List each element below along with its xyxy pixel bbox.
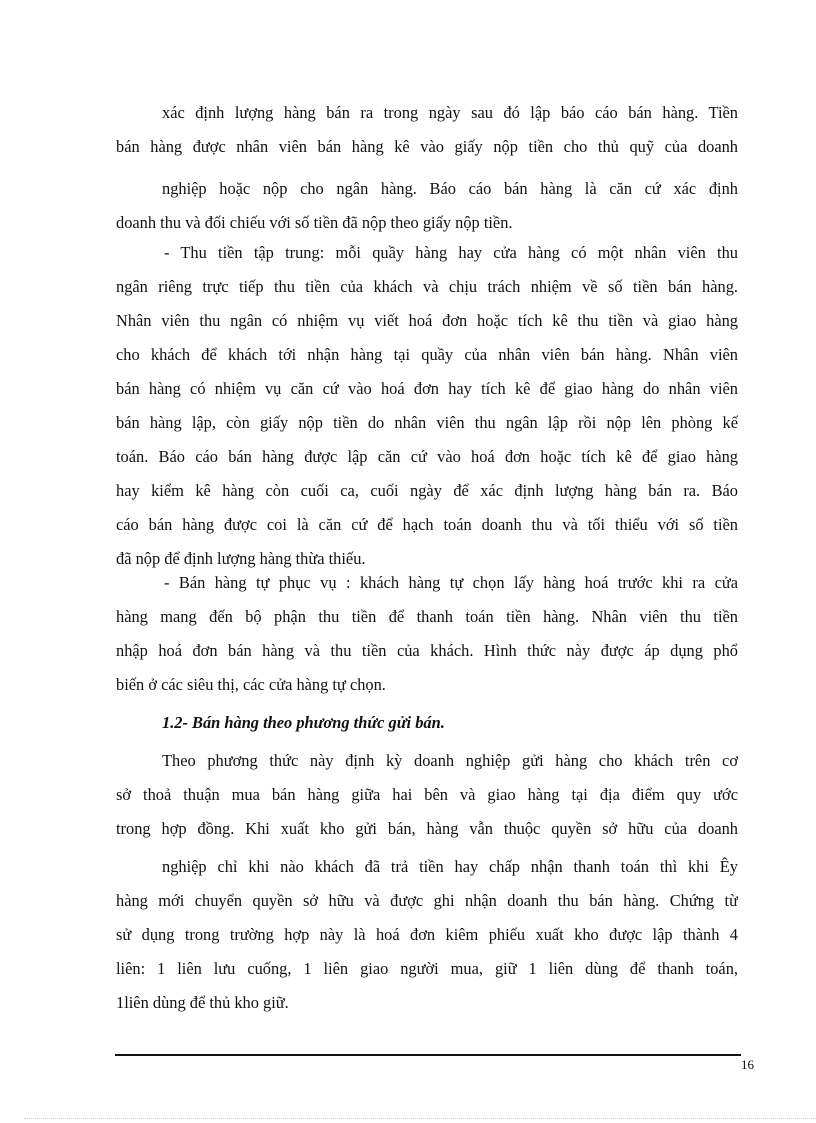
section-heading: 1.2- Bán hàng theo phương thức gửi bán. (162, 713, 445, 732)
text-line: - Bán hàng tự phục vụ : khách hàng tự chọn lấy hàng hoá trước khi ra cửa (164, 573, 738, 592)
paragraph-5 (116, 744, 738, 846)
text-line: Nhân viên thu ngân có nhiệm vụ viết hoá đơn hoặc tích kê thu tiền và giao hàng (116, 311, 738, 330)
text-line: biến ở các siêu thị, các cửa hàng tự chọn. (116, 675, 386, 694)
text-line: sở thoả thuận mua bán hàng giữa hai bên và giao hàng tại địa điểm quy ước (116, 785, 738, 804)
text-line: cáo bán hàng được coi là căn cứ để hạch toán doanh thu và tối thiểu với số tiền (116, 515, 738, 534)
text-line: hay kiểm kê hàng còn cuối ca, cuối ngày để xác định lượng hàng bán ra. Báo (116, 481, 738, 500)
text-line: nghiệp chỉ khi nào khách đã trả tiền hay chấp nhận thanh toán thì khi Êy (162, 857, 738, 876)
footer-divider (115, 1054, 741, 1056)
paragraph-1 (116, 96, 738, 164)
text-line: nhập hoá đơn bán hàng và thu tiền của khách. Hình thức này được áp dụng phổ (116, 641, 738, 660)
paragraph-4 (116, 566, 738, 702)
paragraph-2 (116, 172, 738, 240)
text-line: doanh thu và đối chiếu với số tiền đã nộp theo giấy nộp tiền. (116, 213, 513, 232)
text-line: xác định lượng hàng bán ra trong ngày sau đó lập báo cáo bán hàng. Tiền (162, 103, 738, 122)
text-line: bán hàng lập, còn giấy nộp tiền do nhân viên thu ngân lập rồi nộp lên phòng kế (116, 413, 738, 432)
text-line: bán hàng được nhân viên bán hàng kê vào giấy nộp tiền cho thủ quỹ của doanh (116, 137, 738, 156)
paragraph-6 (116, 850, 738, 1020)
text-line: hàng mới chuyển quyền sở hữu và được ghi nhận doanh thu bán hàng. Chứng từ (116, 891, 738, 910)
text-line: 1liên dùng để thủ kho giữ. (116, 993, 289, 1012)
text-line: bán hàng có nhiệm vụ căn cứ vào hoá đơn hay tích kê để giao hàng do nhân viên (116, 379, 738, 398)
text-line: sử dụng trong trường hợp này là hoá đơn kiêm phiếu xuất kho được lập thành 4 (116, 925, 738, 944)
text-line: đã nộp để định lượng hàng thừa thiếu. (116, 549, 366, 568)
text-line: cho khách để khách tới nhận hàng tại quầy của nhân viên bán hàng. Nhân viên (116, 345, 738, 364)
paragraph-3 (116, 236, 738, 576)
text-line: Theo phương thức này định kỳ doanh nghiệp gửi hàng cho khách trên cơ (162, 751, 738, 770)
text-line: hàng mang đến bộ phận thu tiền để thanh toán tiền hàng. Nhân viên thu tiền (116, 607, 738, 626)
text-line: trong hợp đồng. Khi xuất kho gửi bán, hàng vẫn thuộc quyền sở hữu của doanh (116, 819, 738, 838)
page-number: 16 (741, 1057, 754, 1072)
text-line: liên: 1 liên lưu cuống, 1 liên giao người mua, giữ 1 liên dùng để thanh toán, (116, 959, 738, 978)
text-line: ngân riêng trực tiếp thu tiền của khách và chịu trách nhiệm về số tiền bán hàng. (116, 277, 738, 296)
text-line: toán. Báo cáo bán hàng được lập căn cứ vào hoá đơn hoặc tích kê để giao hàng (116, 447, 738, 466)
text-line: nghiệp hoặc nộp cho ngân hàng. Báo cáo bán hàng là căn cứ xác định (162, 179, 738, 198)
text-line: - Thu tiền tập trung: mỗi quầy hàng hay cửa hàng có một nhân viên thu (164, 243, 738, 262)
page-edge-divider (24, 1118, 816, 1119)
